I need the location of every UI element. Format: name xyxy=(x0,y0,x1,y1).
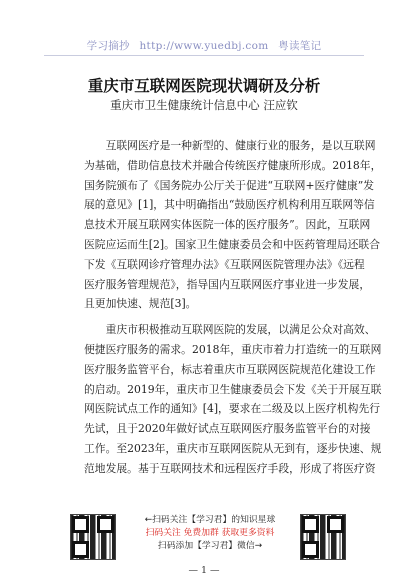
header-url[interactable]: http://www.yuedbj.com xyxy=(139,40,269,52)
paragraph-line: 工作。至2023年，重庆市互联网医院从无到有，逐步快速、规 xyxy=(84,441,382,455)
paragraph-line: 下发《互联网诊疗管理办法》《互联网医院管理办法》《远程 xyxy=(84,257,365,271)
promo-line: ←扫码关注【学习君】的知识星球 xyxy=(144,515,276,525)
promo-line: 扫码添加【学习君】微信→ xyxy=(157,541,263,551)
qr-code-icon[interactable] xyxy=(300,514,346,560)
paragraph-line: 息技术开展互联网实体医院一体的医疗服务”。因此，互联网 xyxy=(84,218,371,232)
page-number: — 1 — xyxy=(188,565,220,576)
paragraph-line: 医疗服务监管平台，标志着重庆市互联网医院规范化建设工作 xyxy=(84,362,376,376)
promo-text xyxy=(140,514,280,553)
paragraph-line: 展的意见》[1]，其中明确指出“鼓励医疗机构利用互联网等信 xyxy=(84,198,375,212)
paragraph-line: 先试，且于2020年做好试点互联网医疗服务监管平台的对接 xyxy=(84,422,371,436)
header-left-text: 学习摘抄 xyxy=(86,40,130,52)
document-title: 重庆市互联网医院现状调研及分析 xyxy=(87,76,321,95)
document-author: 重庆市卫生健康统计信息中心 汪应钦 xyxy=(110,98,298,112)
qr-code-icon[interactable] xyxy=(70,514,116,560)
paragraph-line: 医疗服务管理规范》，指导国内互联网医疗事业进一步发展， xyxy=(84,277,371,291)
paragraph-line: 医院应运而生[2]。国家卫生健康委员会和中医药管理局还联合 xyxy=(84,237,381,251)
header-right-text: 粤读笔记 xyxy=(278,40,322,52)
paragraph xyxy=(84,136,382,314)
paragraph-line: 便捷医疗服务的需求。2018年，重庆市着力打造统一的互联网 xyxy=(84,342,382,356)
promo-line: 扫码关注 免费加群 获取更多资料 xyxy=(145,528,275,538)
paragraph-line: 范地发展。基于互联网技术和远程医疗手段，形成了将医疗资 xyxy=(84,461,376,475)
paragraph-line: 互联网医疗是一种新型的、健康行业的服务，是以互联网 xyxy=(105,139,376,152)
paragraph-line: 网医院试点工作的通知》[4]，要求在二级及以上医疗机构先行 xyxy=(84,402,381,416)
document-body xyxy=(84,136,382,479)
paragraph-line: 重庆市积极推动互联网医院的发展，以满足公众对高效、 xyxy=(105,323,376,337)
page-header xyxy=(0,38,408,53)
page-footer xyxy=(0,514,408,580)
paragraph xyxy=(84,320,382,478)
paragraph-line: 且更加快速、规范[3]。 xyxy=(84,297,197,311)
paragraph-line: 的启动。2019年，重庆市卫生健康委员会下发《关于开展互联 xyxy=(84,382,382,396)
header-divider xyxy=(44,55,364,56)
paragraph-line: 为基础，借助信息技术并融合传统医疗健康所形成。2018年， xyxy=(84,158,382,172)
paragraph-line: 国务院颁布了《国务院办公厅关于促进“互联网+医疗健康”发 xyxy=(84,178,375,192)
